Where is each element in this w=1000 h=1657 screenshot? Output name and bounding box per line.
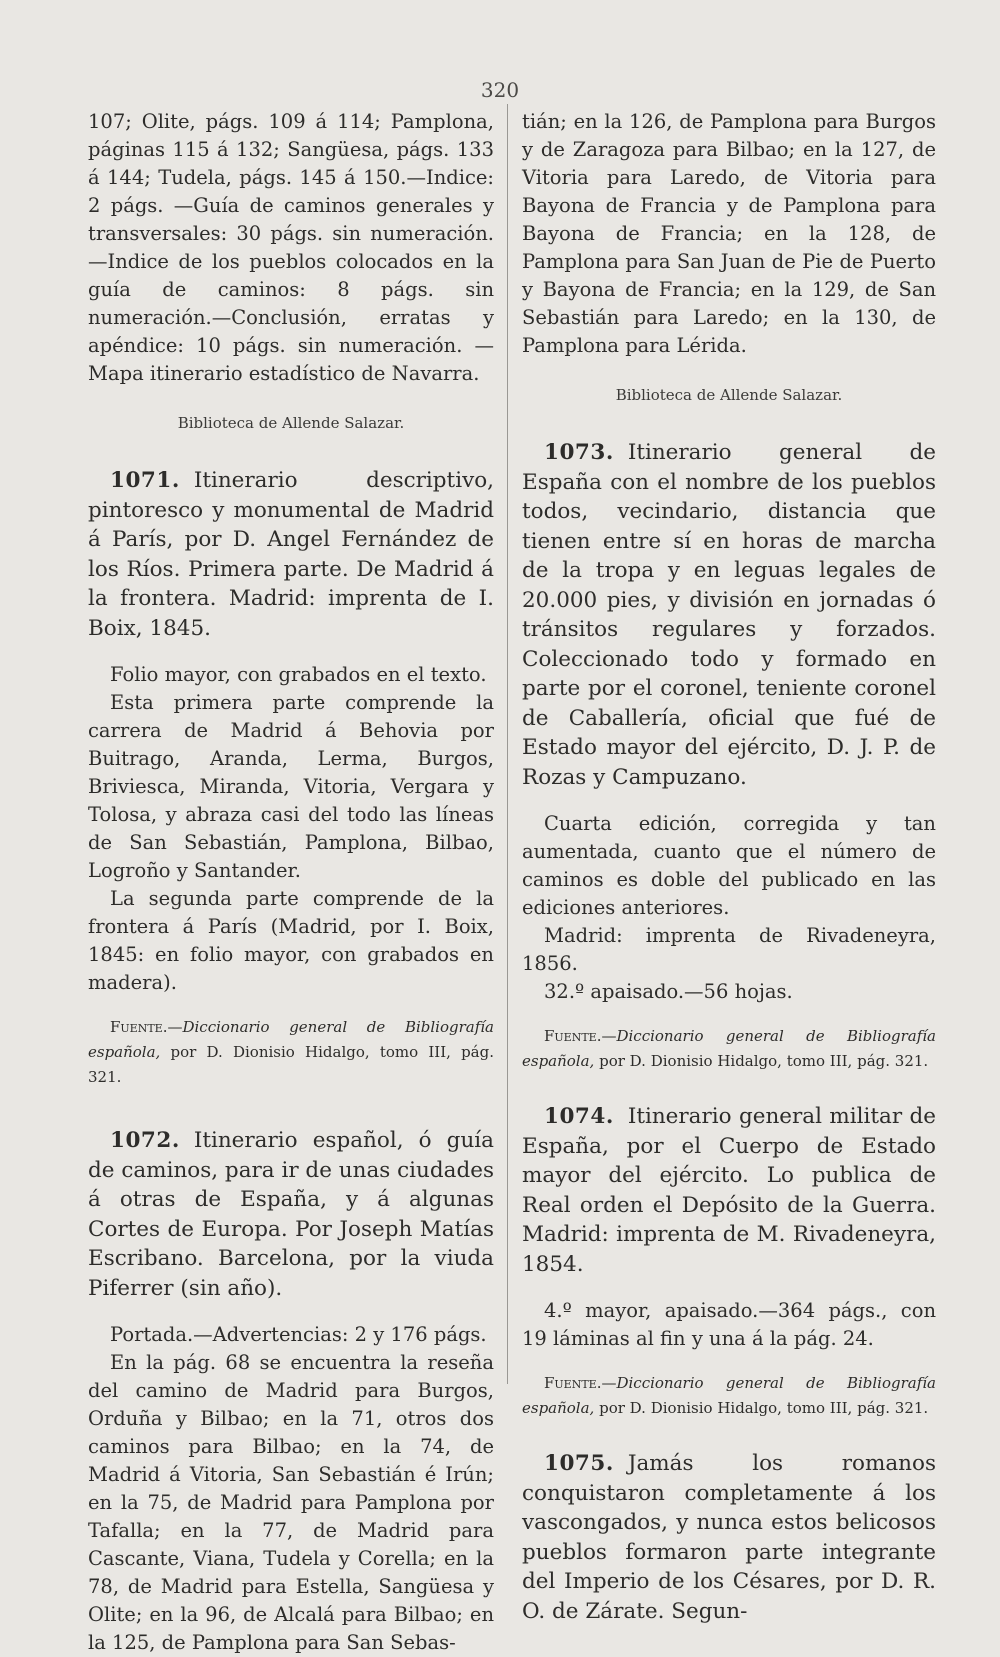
entry-1073-title: Itinerario general de España con el nombre de los pueblos todos, vecindario, distancia que tienen entre sí en horas de marcha de la tropa y en leguas legales de 20.000 pies, y división en jornadas ó tránsitos regulares y forzados. Coleccionado todo y formado en parte por el coronel, teniente coronel de Caballería, oficial que fué de Estado mayor del ejército, D. J. P. de Rozas y Campuzano. [522,440,936,790]
entry-1071-heading [88,466,494,643]
entry-1071-title: Itinerario descriptivo, pintoresco y monumental de Madrid á París, por D. Angel Fernández de los Ríos. Primera parte. De Madrid á la frontera. Madrid: imprenta de I. Boix, 1845. [88,468,494,641]
entry-1075-title: Jamás los romanos conquistaron completamente á los vascongados, y nunca estos belicosos pueblos formaron parte integrante del Imperio de los Césares, por D. R. O. de Zárate. Segun- [522,1451,936,1624]
entry-1074-format: 4.º mayor, apaisado.—364 págs., con 19 láminas al fin y una á la pág. 24. [522,1299,936,1350]
entry-1073-imprint: Madrid: imprenta de Rivadeneyra, 1856. [522,924,936,975]
entry-1074-number: 1074. [544,1104,614,1129]
entry-1073-number: 1073. [544,440,614,465]
entry-1073-source-title: Diccionario general de Bibliografía española, [522,1027,936,1070]
entry-1075 [522,1449,936,1626]
entry-1074 [522,1102,936,1421]
entry-1073-heading [522,438,936,792]
entry-1074-title: Itinerario general militar de España, por el Cuerpo de Estado mayor del ejército. Lo publica de Real orden el Depósito de la Guerra. Madrid: imprenta de M. Rivadeneyra, 1854. [522,1104,936,1277]
entry-1071-source-label: Fuente. [110,1018,168,1036]
entry-1074-source-title: Diccionario general de Bibliografía española, [522,1374,936,1417]
entry-1071-source-title: Diccionario general de Bibliografía española, [88,1018,494,1061]
entry-1073 [522,438,936,1074]
right-library-note: Biblioteca de Allende Salazar. [615,386,843,404]
right-continuation-text: tián; en la 126, de Pamplona para Burgos y de Zaragoza para Bilbao; en la 127, de Vitoria para Laredo, de Vitoria para Bayona de Francia y de Pamplona para Bayona de Francia; en la 128, de Pamplona para San Juan de Pie de Puerto y Bayona de Francia; en la 129, de San Sebastián para Laredo; en la 130, de Pamplona para Lérida. [522,110,936,357]
left-continuation-text: 107; Olite, págs. 109 á 114; Pamplona, páginas 115 á 132; Sangüesa, págs. 133 á 144; Tudela, págs. 145 á 150.—Indice: 2 págs. —Guía de caminos generales y transversales: 30 págs. sin numeración.—Indice de los pueblos colocados en la guía de caminos: 8 págs. sin numeración.—Conclusión, erratas y apéndice: 10 págs. sin numeración. —Mapa itinerario estadístico de Navarra. [88,110,494,385]
entry-1071-note-2: La segunda parte comprende de la frontera á París (Madrid, por I. Boix, 1845: en folio mayor, con grabados en madera). [88,887,494,994]
entry-1073-source-label: Fuente. [544,1027,602,1045]
entry-1071-source-rest: por D. Dionisio Hidalgo, tomo III, pág. 321. [88,1043,494,1086]
entry-1073-note: Cuarta edición, corregida y tan aumentada, cuanto que el número de caminos es doble del publicado en las ediciones anteriores. [522,812,936,919]
entry-1072 [88,1126,494,1657]
entry-1074-source: Fuente.—Diccionario general de Bibliografía española, por D. Dionisio Hidalgo, tomo III, pág. 321. [522,1374,936,1417]
entry-1072-format: Portada.—Advertencias: 2 y 176 págs. [110,1323,487,1346]
entry-1074-heading [522,1102,936,1279]
entry-1072-title: Itinerario español, ó guía de caminos, para ir de unas ciudades á otras de España, y á algunas Cortes de Europa. Por Joseph Matías Escribano. Barcelona, por la viuda Piferrer (sin año). [88,1128,495,1301]
entry-1071 [88,466,494,1090]
entry-1071-number: 1071. [110,468,180,493]
column-divider [507,104,508,1384]
entry-1072-heading [88,1126,494,1303]
entry-1072-note: En la pág. 68 se encuentra la reseña del camino de Madrid para Burgos, Orduña y Bilbao; en la 71, otros dos caminos para Bilbao; en la 74, de Madrid á Vitoria, San Sebastián é Irún; en la 75, de Madrid para Pamplona por Tafalla; en la 77, de Madrid para Cascante, Viana, Tudela y Corella; en la 78, de Madrid para Estella, Sangüesa y Olite; en la 96, de Alcalá para Bilbao; en la 125, de Pamplona para San Sebas- [88,1351,494,1654]
entry-1075-heading [522,1449,936,1626]
entry-1071-note-1: Esta primera parte comprende la carrera de Madrid á Behovia por Buitrago, Aranda, Lerma, Burgos, Briviesca, Miranda, Vitoria, Vergara y Tolosa, y abraza casi del todo las líneas de San Sebastián, Pamplona, Bilbao, Logroño y Santander. [88,691,494,882]
entry-1074-source-label: Fuente. [544,1374,602,1392]
entry-1073-format: 32.º apaisado.—56 hojas. [544,980,793,1003]
entry-1071-format: Folio mayor, con grabados en el texto. [110,663,487,686]
left-library-note: Biblioteca de Allende Salazar. [177,414,405,432]
entry-1073-source: Fuente.—Diccionario general de Bibliografía española, por D. Dionisio Hidalgo, tomo III, pág. 321. [522,1027,936,1070]
entry-1074-source-rest: por D. Dionisio Hidalgo, tomo III, pág. 321. [599,1399,929,1417]
entry-1073-source-rest: por D. Dionisio Hidalgo, tomo III, pág. 321. [599,1052,929,1070]
entry-1075-number: 1075. [544,1451,614,1476]
page-number: 320 [480,78,520,102]
left-column [88,108,494,1657]
entry-1072-number: 1072. [110,1128,180,1153]
entry-1071-source: Fuente.—Diccionario general de Bibliografía española, por D. Dionisio Hidalgo, tomo III, pág. 321. [88,1018,494,1086]
right-column [522,108,936,1626]
